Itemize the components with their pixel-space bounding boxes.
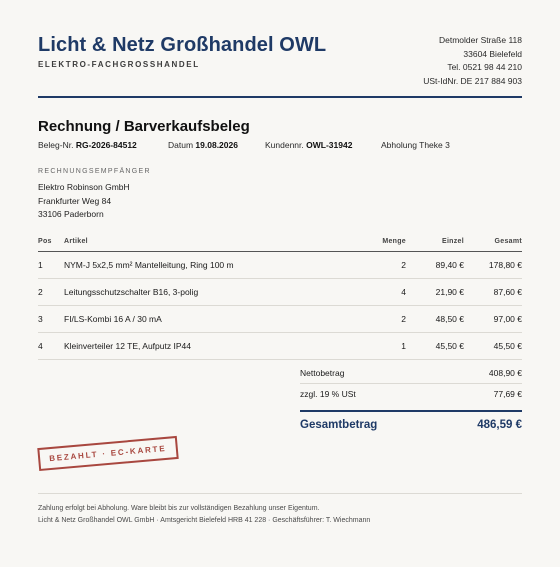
recipient-address — [38, 181, 522, 222]
cell-menge: 2 — [356, 251, 406, 278]
header-menge: Menge — [356, 238, 406, 252]
cell-pos: 2 — [38, 278, 64, 305]
invoice-footer — [38, 493, 522, 527]
address-line: 33604 Bielefeld — [463, 48, 522, 59]
document-title: Rechnung / Barverkaufsbeleg — [38, 118, 250, 135]
address-line: USt-IdNr. DE 217 884 903 — [423, 75, 522, 86]
table-header-row — [38, 238, 522, 252]
cell-menge: 2 — [356, 305, 406, 332]
cell-gesamt: 97,00 € — [464, 305, 522, 332]
table-row — [38, 305, 522, 332]
header-artikel: Artikel — [64, 238, 356, 252]
table-row — [38, 332, 522, 359]
address-line: Tel. 0521 98 44 210 — [447, 62, 522, 72]
cell-artikel: Kleinverteiler 12 TE, Aufputz IP44 — [64, 332, 356, 359]
beleg-number: Beleg-Nr. RG-2026-84512 — [38, 140, 137, 150]
cell-einzel: 48,50 € — [406, 305, 464, 332]
ust-row — [300, 384, 522, 404]
cell-pos: 4 — [38, 332, 64, 359]
recipient-line: Elektro Robinson GmbH — [38, 182, 130, 192]
cell-artikel: FI/LS-Kombi 16 A / 30 mA — [64, 305, 356, 332]
cell-gesamt: 178,80 € — [464, 251, 522, 278]
company-name: Licht & Netz Großhandel OWL — [38, 34, 327, 56]
cell-gesamt: 45,50 € — [464, 332, 522, 359]
grand-total-label: Gesamtbetrag — [300, 419, 378, 431]
company-address — [423, 34, 522, 88]
cell-pos: 3 — [38, 305, 64, 332]
footer-line: Licht & Netz Großhandel OWL GmbH · Amtsgericht Bielefeld HRB 41 228 · Geschäftsführer: T. Wiechmann — [38, 517, 371, 524]
invoice-header — [38, 34, 522, 96]
pickup-info: Abholung Theke 3 — [381, 140, 450, 150]
header-pos: Pos — [38, 238, 64, 252]
cell-pos: 1 — [38, 251, 64, 278]
footer-line: Zahlung erfolgt bei Abholung. Ware bleibt bis zur vollständigen Bezahlung unser Eigentum. — [38, 505, 320, 512]
netto-value: 408,90 € — [488, 368, 522, 378]
totals-divider — [300, 410, 522, 412]
cell-einzel: 21,90 € — [406, 278, 464, 305]
totals-block — [300, 363, 522, 431]
cell-einzel: 45,50 € — [406, 332, 464, 359]
cell-artikel: NYM-J 5x2,5 mm² Mantelleitung, Ring 100 m — [64, 251, 356, 278]
items-table — [38, 238, 522, 360]
recipient-line: 33106 Paderborn — [38, 209, 104, 219]
address-line: Detmolder Straße 118 — [439, 35, 522, 45]
recipient-line: Frankfurter Weg 84 — [38, 195, 112, 206]
table-row — [38, 278, 522, 305]
paid-stamp: BEZAHLT · EC-KARTE — [37, 436, 178, 471]
cell-einzel: 89,40 € — [406, 251, 464, 278]
cell-menge: 4 — [356, 278, 406, 305]
header-divider — [38, 96, 522, 98]
netto-label: Nettobetrag — [300, 368, 345, 378]
ust-label: zzgl. 19 % USt — [300, 389, 356, 399]
ust-value: 77,69 € — [493, 389, 522, 399]
document-date: Datum 19.08.2026 — [168, 140, 238, 150]
netto-row — [300, 363, 522, 384]
recipient-label: RECHNUNGSEMPFÄNGER — [38, 168, 151, 175]
company-subtitle: ELEKTRO-FACHGROSSHANDEL — [38, 60, 200, 69]
header-gesamt: Gesamt — [464, 238, 522, 252]
cell-menge: 1 — [356, 332, 406, 359]
cell-gesamt: 87,60 € — [464, 278, 522, 305]
header-einzel: Einzel — [406, 238, 464, 252]
cell-artikel: Leitungsschutzschalter B16, 3-polig — [64, 278, 356, 305]
table-row — [38, 251, 522, 278]
grand-total-value: 486,59 € — [477, 419, 522, 431]
document-meta — [38, 140, 522, 150]
customer-number: Kundennr. OWL-31942 — [265, 140, 353, 150]
grand-total-row — [300, 419, 522, 431]
